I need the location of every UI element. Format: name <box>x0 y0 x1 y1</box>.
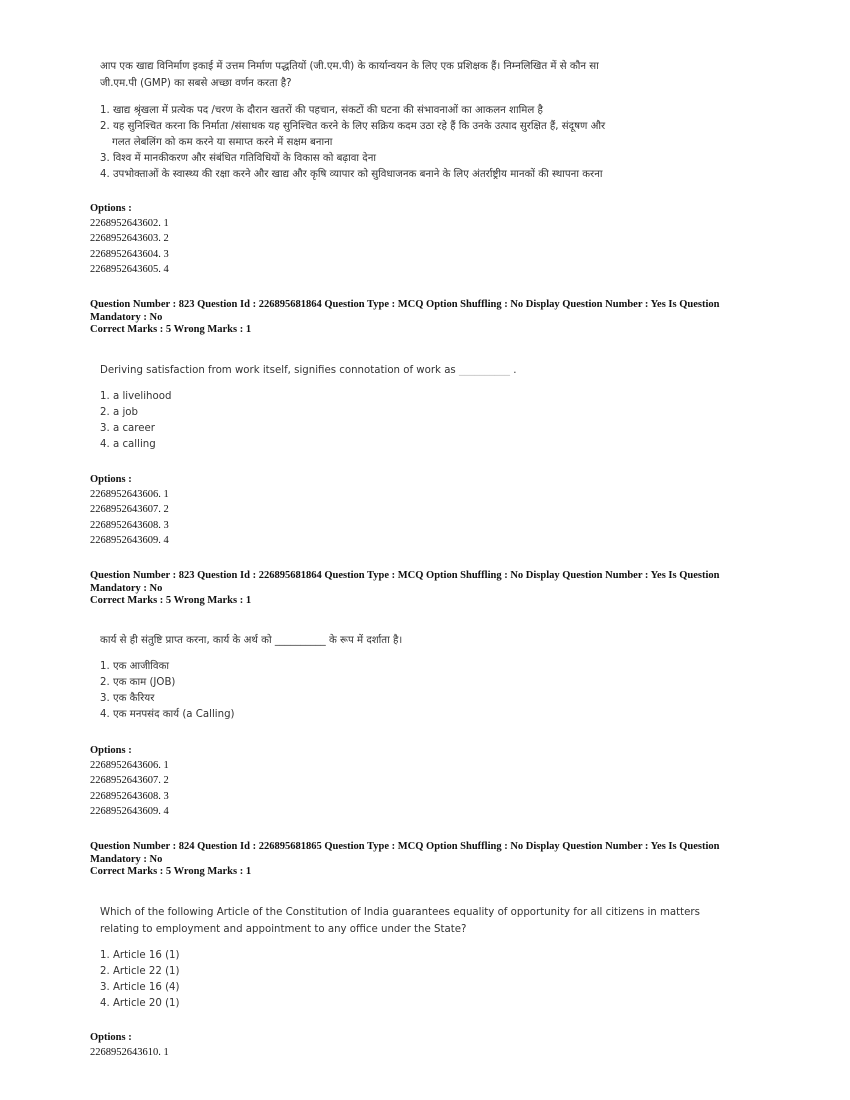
question-header <box>90 570 750 608</box>
options-label: Options : <box>90 474 132 485</box>
question-text-end: . <box>513 365 517 376</box>
option-id: 2268952643607. 2 <box>90 504 169 516</box>
option-id: 2268952643608. 3 <box>90 790 169 802</box>
option-id: 2268952643602. 1 <box>90 218 169 229</box>
option-id: 2268952643608. 3 <box>90 519 169 531</box>
question-article-16 <box>100 904 740 1012</box>
choice-item: 3. a career <box>100 423 155 434</box>
question-marks: Correct Marks : 5 Wrong Marks : 1 <box>90 866 252 877</box>
question-meta: Question Number : 823 Question Id : 226895681864 Question Type : MCQ Option Shuffling : No Display Question Number : Yes Is Question <box>90 570 720 581</box>
choice-item: 1. a livelihood <box>100 391 172 402</box>
options-label: Options : <box>90 203 132 214</box>
choice-item-continuation: गलत लेबलिंग को कम करने या समाप्त करने में सक्षम बनाना <box>112 137 333 148</box>
question-text: कार्य से ही संतुष्टि प्राप्त करना, कार्य के अर्थ को __________ के रूप में दर्शाता है। <box>100 635 403 646</box>
question-text-line: Which of the following Article of the Constitution of India guarantees equality of opportunity for all citizens in matters <box>100 907 700 918</box>
choice-item: 4. a calling <box>100 439 156 450</box>
choice-item: 1. खाद्य श्रृंखला में प्रत्येक पद /चरण के दौरान खतरों की पहचान, संकटों की घटना की संभावनाओं का आकलन शामिल है <box>100 105 543 116</box>
option-id: 2268952643609. 4 <box>90 805 169 817</box>
question-meta: Question Number : 823 Question Id : 226895681864 Question Type : MCQ Option Shuffling : No Display Question Number : Yes Is Question <box>90 299 720 310</box>
options-block <box>90 201 169 277</box>
fill-blank: __________ <box>459 365 510 376</box>
choice-item: 2. एक काम (JOB) <box>100 677 176 688</box>
option-id: 2268952643610. 1 <box>90 1047 169 1058</box>
choice-item: 3. विश्व में मानकीकरण और संबंधित गतिविधियों के विकास को बढ़ावा देना <box>100 153 377 164</box>
choice-item: 2. a job <box>100 407 138 418</box>
option-id: 2268952643609. 4 <box>90 534 169 546</box>
question-header <box>90 841 750 879</box>
choice-item: 4. Article 20 (1) <box>100 998 180 1009</box>
question-marks: Correct Marks : 5 Wrong Marks : 1 <box>90 595 252 606</box>
choice-item: 4. एक मनपसंद कार्य (a Calling) <box>100 709 235 720</box>
question-mandatory: Mandatory : No <box>90 853 163 865</box>
option-id: 2268952643607. 2 <box>90 775 169 787</box>
option-id: 2268952643603. 2 <box>90 233 169 245</box>
choice-list <box>100 103 720 183</box>
choice-item: 3. एक कैरियर <box>100 693 155 704</box>
question-work-english <box>100 362 720 453</box>
question-gmp-hindi <box>100 58 720 183</box>
choice-item: 3. Article 16 (4) <box>100 982 180 993</box>
choice-list <box>100 389 720 453</box>
question-meta: Question Number : 824 Question Id : 226895681865 Question Type : MCQ Option Shuffling : No Display Question Number : Yes Is Question <box>90 841 720 852</box>
question-header <box>90 299 750 337</box>
question-text-line: relating to employment and appointment to any office under the State? <box>100 924 467 935</box>
choice-item: 1. एक आजीविका <box>100 661 170 672</box>
question-marks: Correct Marks : 5 Wrong Marks : 1 <box>90 324 252 335</box>
choice-list <box>100 948 740 1012</box>
question-text-main: Deriving satisfaction from work itself, signifies connotation of work as <box>100 365 456 376</box>
options-label: Options : <box>90 1032 132 1043</box>
question-text <box>100 362 720 379</box>
option-id: 2268952643606. 1 <box>90 489 169 500</box>
options-block <box>90 472 169 548</box>
question-mandatory: Mandatory : No <box>90 311 163 323</box>
question-mandatory: Mandatory : No <box>90 582 163 594</box>
choice-item: 4. उपभोक्ताओं के स्वास्थ्य की रक्षा करने और खाद्य और कृषि व्यापार को सुविधाजनक बनाने के लिए अंतर्राष्ट्रीय मानकों की स्थापना करना <box>100 169 603 180</box>
question-text-line: आप एक खाद्य विनिर्माण इकाई में उत्तम निर्माण पद्धतियों (जी.एम.पी) के कार्यान्वयन के लिए एक प्रशिक्षक हैं। निम्नलिखित में से कौन सा <box>100 61 599 72</box>
choice-item: 2. यह सुनिश्चित करना कि निर्माता /संसाधक यह सुनिश्चित करने के लिए सक्रिय कदम उठा रहे हैं कि उनके उत्पाद सुरक्षित हैं, संदूषण और <box>100 121 606 132</box>
choice-list <box>100 659 720 723</box>
options-block <box>90 1030 169 1060</box>
option-id: 2268952643604. 3 <box>90 248 169 260</box>
option-id: 2268952643605. 4 <box>90 263 169 275</box>
choice-item: 2. Article 22 (1) <box>100 966 180 977</box>
option-id: 2268952643606. 1 <box>90 760 169 771</box>
choice-item: 1. Article 16 (1) <box>100 950 180 961</box>
question-text-line: जी.एम.पी (GMP) का सबसे अच्छा वर्णन करता है? <box>100 78 292 89</box>
options-label: Options : <box>90 745 132 756</box>
question-work-hindi <box>100 632 720 723</box>
options-block <box>90 743 169 819</box>
